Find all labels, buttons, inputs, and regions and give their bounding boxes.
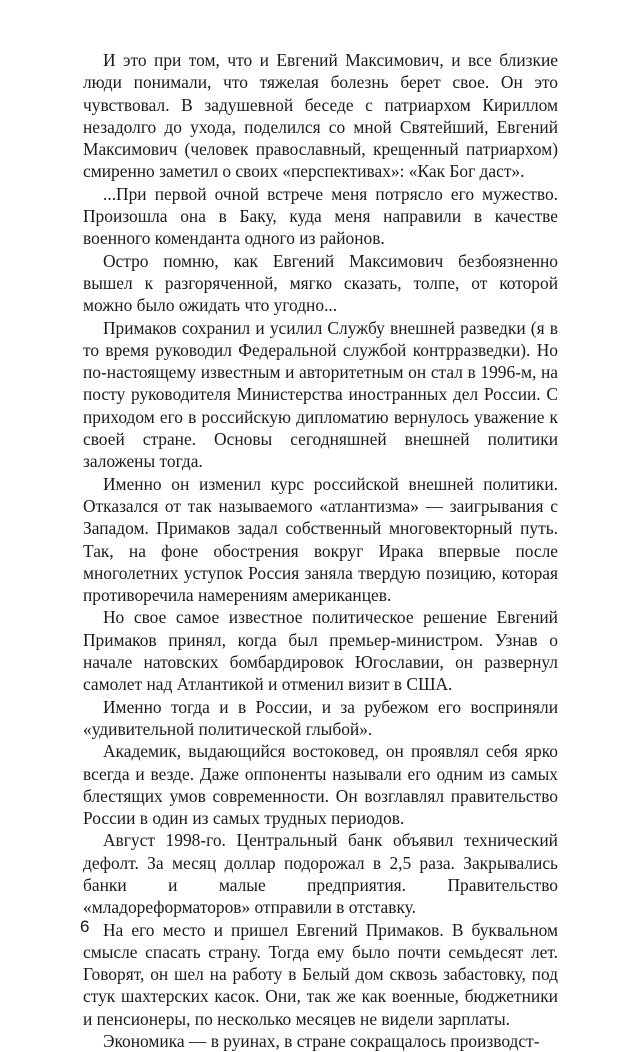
- paragraph-4: Примаков сохранил и усилил Службу внешней разведки (я в то время руководил Федеральной службой контрразведки). Но по-настоящему известным и авторитетным он стал в 1996-м, на посту руководителя Министерства иностранных дел России. С приходом его в российскую дипломатию вернулось уважение к своей стране. Основы сегодняшней внешней политики заложены тогда.: [83, 317, 558, 472]
- paragraph-3: Остро помню, как Евгений Максимович безбоязненно вышел к разгоряченной, мягко сказать, толпе, от которой можно было ожидать что угодно...: [83, 250, 558, 316]
- paragraph-2: ...При первой очной встрече меня потрясло его мужество. Произошла она в Баку, куда меня направили в качестве военного коменданта одного из районов.: [83, 183, 558, 249]
- paragraph-6: Но свое самое известное политическое решение Евгений Примаков принял, когда был премьер-министром. Узнав о начале натовских бомбардировок Югославии, он развернул самолет над Атлантикой и отменил визит в США.: [83, 607, 558, 695]
- paragraph-8: Академик, выдающийся востоковед, он проявлял себя ярко всегда и везде. Даже оппоненты называли его одним из самых блестящих умов современности. Он возглавлял правительство России в один из самых трудных периодов.: [83, 741, 558, 829]
- paragraph-11: Экономика — в руинах, в стране сокращалось производст-: [103, 1031, 540, 1052]
- paragraph-9: Август 1998-го. Центральный банк объявил технический дефолт. За месяц доллар подорожал в 2,5 раза. Закрывались банки и малые предприятия. Правительство «младореформаторов» отправили в отставку.: [83, 830, 558, 918]
- page-number: 6: [80, 917, 90, 936]
- paragraph-1: И это при том, что и Евгений Максимович, и все близкие люди понимали, что тяжелая болезнь берет свое. Он это чувствовал. В задушевной беседе с патриархом Кириллом незадолго до ухода, поделился со мной Святейший, Евгений Максимович (человек православный, крещенный патриархом) смиренно заметил о своих «перспективах»: «Как Бог даст».: [83, 50, 558, 182]
- paragraph-10: На его место и пришел Евгений Примаков. В буквальном смысле спасать страну. Тогда ему было почти семьдесят лет. Говорят, он шел на работу в Белый дом сквозь забастовку, под стук шахтерских касок. Они, так же как военные, бюджетники и пенсионеры, по несколько месяцев не видели зарплаты.: [83, 919, 558, 1029]
- paragraph-5: Именно он изменил курс российской внешней политики. Отказался от так называемого «атлантизма» — заигрывания с Западом. Примаков задал собственный многовекторный путь. Так, на фоне обострения вокруг Ирака впервые после многолетних уступок Россия заняла твердую позицию, которая противоречила намерениям американцев.: [83, 473, 558, 606]
- paragraph-7: Именно тогда и в России, и за рубежом его восприняли «удивительной политической глыбой».: [83, 696, 558, 739]
- body-text: [83, 49, 558, 1052]
